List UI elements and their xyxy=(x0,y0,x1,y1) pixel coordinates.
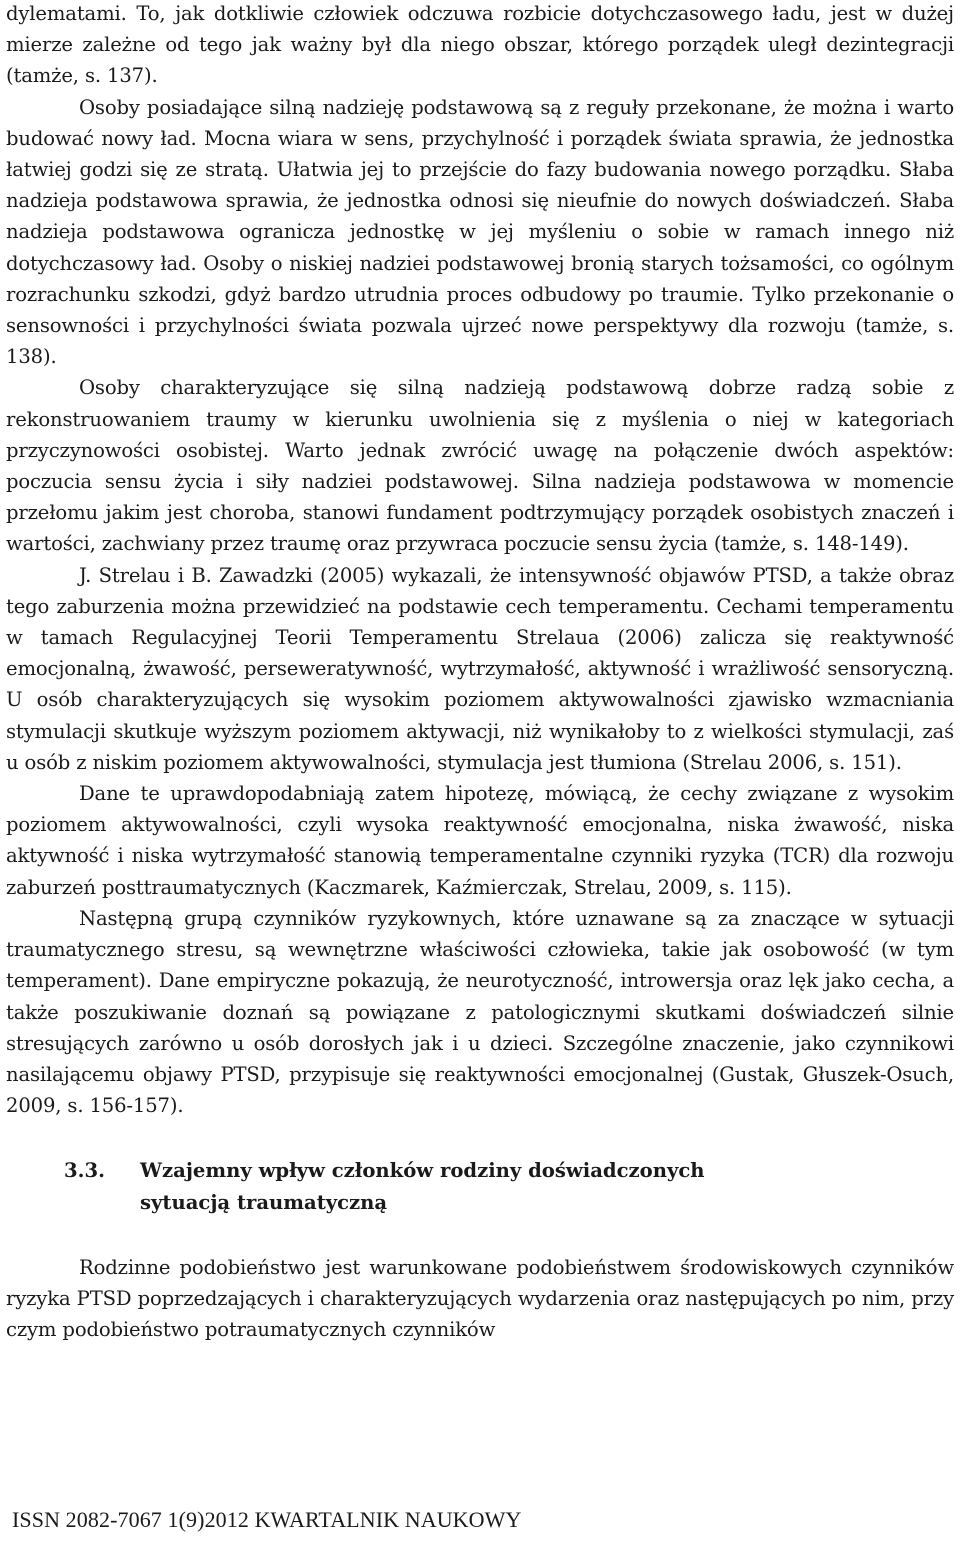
section-heading xyxy=(6,1155,954,1217)
section-title: Wzajemny wpływ członków rodziny doświadczonych sytuacją traumatyczną xyxy=(140,1159,705,1214)
paragraph-family-similarity: Rodzinne podobieństwo jest warunkowane podobieństwem środowiskowych czynników ryzyka PTSD poprzedzających i charakteryzujących wydarzenia oraz następujących po nim, przy czym podobieństwo potraumatycznych czynników xyxy=(6,1255,954,1342)
paragraph-hope-basic: Osoby posiadające silną nadzieję podstawową są z reguły przekonane, że można i warto budować nowy ład. Mocna wiara w sens, przychylność i porządek świata sprawia, że jednostka łatwiej godzi się ze stratą. Ułatwia jej to przejście do fazy budowania nowego porządku. Słaba nadzieja podstawowa sprawia, że jednostka odnosi się nieufnie do nowych doświadczeń. Słaba nadzieja podstawowa ogranicza jednostkę w jej myśleniu o sobie w ramach innego niż dotychczasowy ład. Osoby o niskiej nadziei podstawowej bronią starych tożsamości, co ogólnym rozrachunku szkodzi, gdyż bardzo utrudnia proces odbudowy po traumie. Tylko przekonanie o sensowności i przychylności świata pozwala ujrzeć nowe perspektywy dla rozwoju (tamże, s. 138). xyxy=(6,95,954,369)
section-number: 3.3. xyxy=(64,1159,105,1183)
body-text xyxy=(6,0,954,1121)
paragraph-risk-factors: Dane te uprawdopodabniają zatem hipotezę, mówiącą, że cechy związane z wysokim poziomem aktywowalności, czyli wysoka reaktywność emocjonalna, niska żwawość, niska aktywność i niska wytrzymałość stanowią temperamentalne czynniki ryzyka (TCR) dla rozwoju zaburzeń posttraumatycznych (Kaczmarek, Kaźmierczak, Strelau, 2009, s. 115). xyxy=(6,782,954,899)
page-footer: ISSN 2082-7067 1(9)2012 KWARTALNIK NAUKOWY xyxy=(12,1507,522,1532)
paragraph-strong-hope: Osoby charakteryzujące się silną nadzieją podstawową dobrze radzą sobie z rekonstruowaniem traumy w kierunku uwolnienia się z myślenia o niej w kategoriach przyczynowości osobistej. Warto jednak zwrócić uwagę na połączenie dwóch aspektów: poczucia sensu życia i siły nadziei podstawowej. Silna nadzieja podstawowa w momencie przełomu jakim jest choroba, stanowi fundament podtrzymujący porządek osobistych znaczeń i wartości, zachwiany przez traumę oraz przywraca poczucie sensu życia (tamże, s. 148-149). xyxy=(6,376,954,556)
body-text-after-heading xyxy=(6,1252,954,1346)
paragraph-personality: Następną grupą czynników ryzykownych, które uznawane są za znaczące w sytuacji traumatycznego stresu, są wewnętrzne właściwości człowieka, takie jak osobowość (w tym temperament). Dane empiryczne pokazują, że neurotyczność, introwersja oraz lęk jako cecha, a także poszukiwanie doznań są powiązane z patologicznymi skutkami doświadczeń silnie stresujących zarówno u osób dorosłych jak i u dzieci. Szczególne znaczenie, jako czynnikowi nasilającemu objawy PTSD, przypisuje się reaktywności emocjonalnej (Gustak, Głuszek-Osuch, 2009, s. 156-157). xyxy=(6,906,954,1118)
paragraph-continuation: dylematami. To, jak dotkliwie człowiek odczuwa rozbicie dotychczasowego ładu, jest w dużej mierze zależne od tego jak ważny był dla niego obszar, którego porządek uległ dezintegracji (tamże, s. 137). xyxy=(6,2,954,88)
paragraph-temperament: J. Strelau i B. Zawadzki (2005) wykazali, że intensywność objawów PTSD, a także obraz tego zaburzenia można przewidzieć na podstawie cech temperamentu. Cechami temperamentu w tamach Regulacyjnej Teorii Temperamentu Strelaua (2006) zalicza się reaktywność emocjonalną, żwawość, perseweratywność, wytrzymałość, aktywność i wrażliwość sensoryczną. U osób charakteryzujących się wysokim poziomem aktywowalności zjawisko wzmacniania stymulacji skutkuje wyższym poziomem aktywacji, niż wynikałoby to z wielkości stymulacji, zaś u osób z niskim poziomem aktywowalności, stymulacja jest tłumiona (Strelau 2006, s. 151). xyxy=(6,563,954,774)
